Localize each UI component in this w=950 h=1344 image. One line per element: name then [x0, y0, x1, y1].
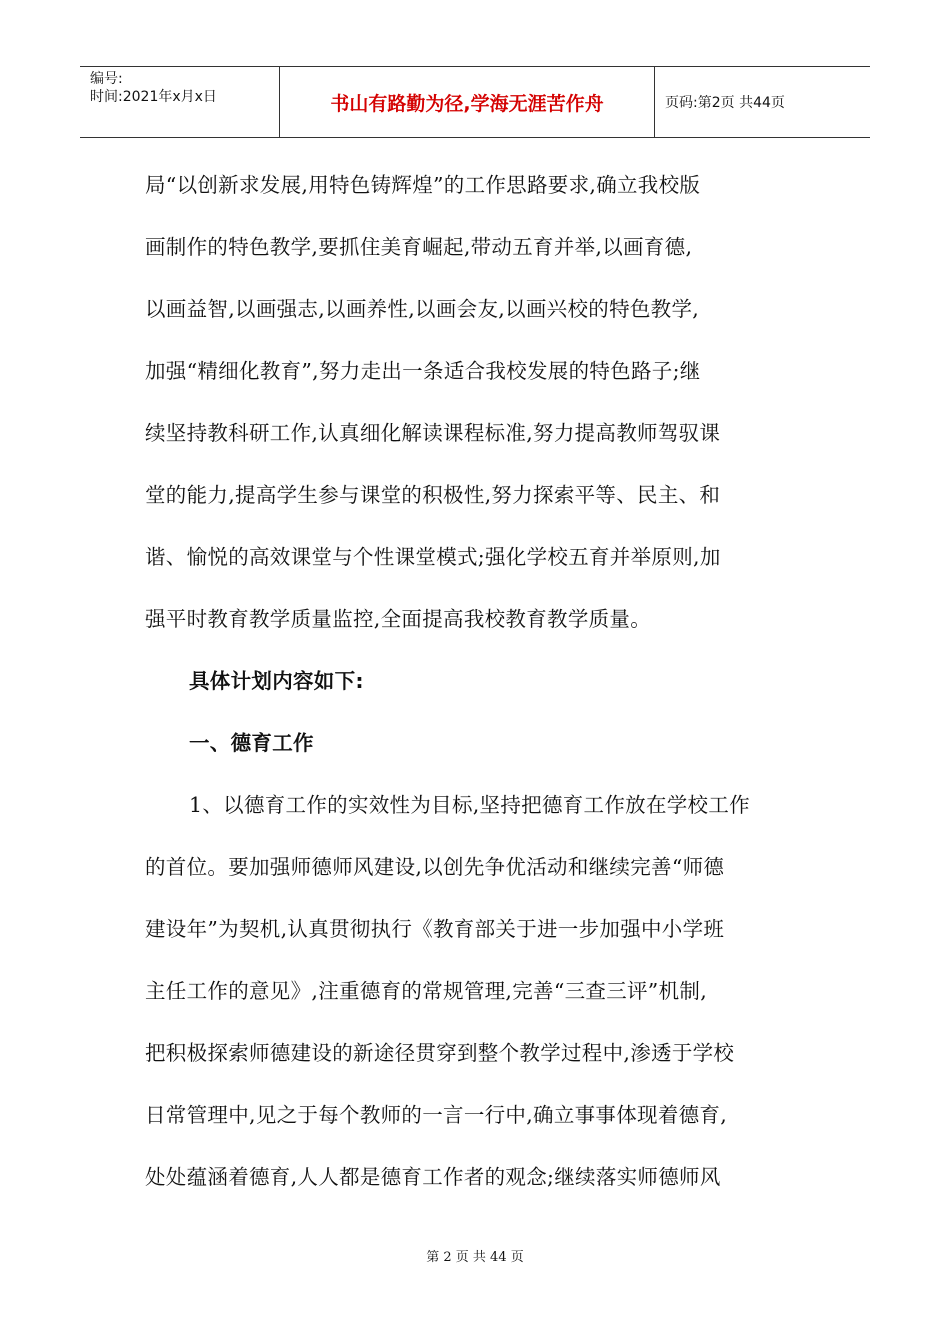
body-line: 的首位。要加强师德师风建设,以创先争优活动和继续完善“师德	[145, 855, 725, 879]
body-line: 加强“精细化教育”,努力走出一条适合我校发展的特色路子;继	[145, 359, 701, 383]
body-line: 日常管理中,见之于每个教师的一言一行中,确立事事体现着德育,	[145, 1103, 728, 1127]
body-line: 续坚持教科研工作,认真细化解读课程标准,努力提高教师驾驭课	[145, 421, 721, 445]
body-line: 建设年”为契机,认真贯彻执行《教育部关于进一步加强中小学班	[145, 917, 725, 941]
document-body	[145, 154, 810, 1208]
body-line: 处处蕴涵着德育,人人都是德育工作者的观念;继续落实师德师风	[145, 1165, 721, 1189]
body-line: 以画益智,以画强志,以画养性,以画会友,以画兴校的特色教学,	[145, 297, 700, 321]
body-line: 谐、愉悦的高效课堂与个性课堂模式;强化学校五育并举原则,加	[145, 545, 721, 569]
document-number-label: 编号:	[90, 71, 123, 87]
header-motto: 书山有路勤为径,学海无涯苦作舟	[280, 67, 655, 137]
plan-heading: 具体计划内容如下:	[189, 669, 364, 693]
body-line: 1、以德育工作的实效性为目标,坚持把德育工作放在学校工作	[189, 793, 750, 817]
header-page-info: 页码:第2页 共44页	[665, 95, 785, 111]
body-line: 局“以创新求发展,用特色铸辉煌”的工作思路要求,确立我校版	[145, 173, 701, 197]
body-line: 堂的能力,提高学生参与课堂的积极性,努力探索平等、民主、和	[145, 483, 721, 507]
document-time: 时间:2021年x月x日	[90, 89, 217, 105]
body-line: 强平时教育教学质量监控,全面提高我校教育教学质量。	[145, 607, 652, 631]
body-line: 画制作的特色教学,要抓住美育崛起,带动五育并举,以画育德,	[145, 235, 693, 259]
body-line: 主任工作的意见》,注重德育的常规管理,完善“三查三评”机制,	[145, 979, 708, 1003]
section-heading-moral-education: 一、德育工作	[189, 731, 314, 755]
header-meta	[80, 67, 280, 137]
page-footer: 第 2 页 共 44 页	[426, 1250, 524, 1265]
body-line: 把积极探索师德建设的新途径贯穿到整个教学过程中,渗透于学校	[145, 1041, 735, 1065]
page-header	[80, 66, 870, 138]
